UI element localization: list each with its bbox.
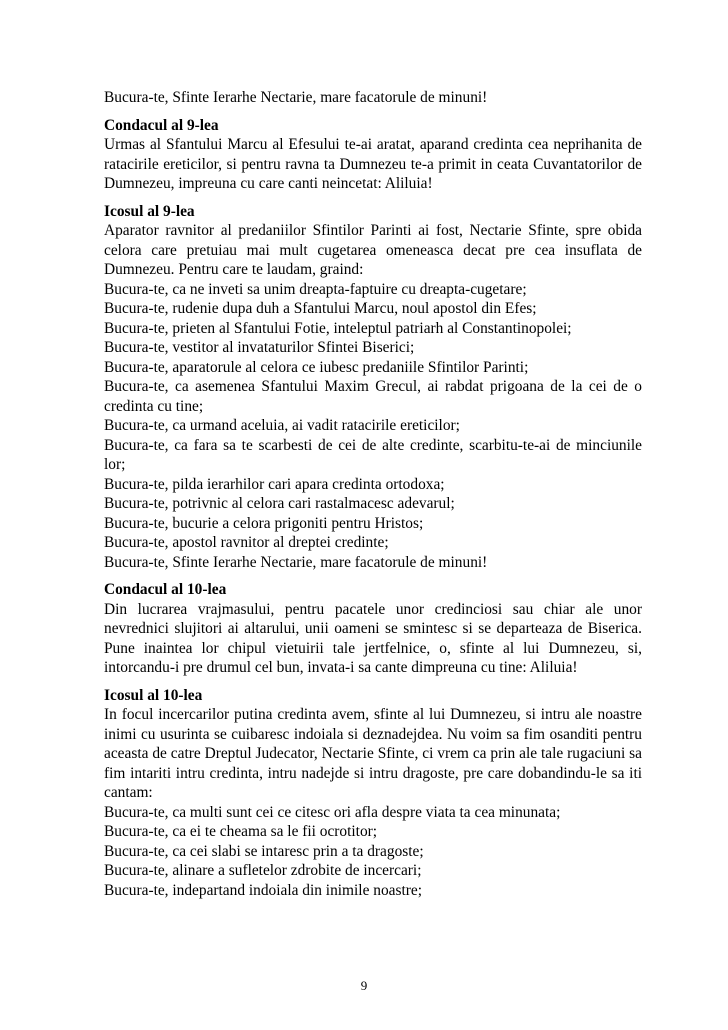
icos-9-section bbox=[104, 202, 642, 573]
icos-9-line: Bucura-te, prieten al Sfantului Fotie, inteleptul patriarh al Constantinopolei; bbox=[104, 319, 572, 337]
icos-9-line: Bucura-te, ca asemenea Sfantului Maxim Grecul, ai rabdat prigoana de la cei de o credinta cu tine; bbox=[104, 378, 642, 415]
icos-9-line: Bucura-te, ca fara sa te scarbesti de cei de alte credinte, scarbitu-te-ai de minciunile lor; bbox=[104, 436, 642, 473]
condac-9-title: Condacul al 9-lea bbox=[104, 116, 219, 134]
icos-10-line: Bucura-te, ca multi sunt cei ce citesc ori afla despre viata ta cea minunata; bbox=[104, 803, 561, 821]
condac-10-section bbox=[104, 580, 642, 678]
icos-9-line: Bucura-te, aparatorule al celora ce iubesc predaniile Sfintilor Parinti; bbox=[104, 358, 529, 376]
opening-line: Bucura-te, Sfinte Ierarhe Nectarie, mare facatorule de minuni! bbox=[104, 89, 488, 106]
document-page bbox=[104, 88, 642, 900]
icos-10-line: Bucura-te, alinare a sufletelor zdrobite de incercari; bbox=[104, 862, 422, 879]
icos-10-section bbox=[104, 686, 642, 901]
icos-10-line: Bucura-te, indepartand indoiala din inimile noastre; bbox=[104, 881, 422, 899]
condac-9-section bbox=[104, 116, 642, 194]
icos-10-line: Bucura-te, ca cei slabi se intaresc prin a ta dragoste; bbox=[104, 842, 424, 860]
icos-9-line: Bucura-te, ca urmand aceluia, ai vadit ratacirile ereticilor; bbox=[104, 417, 460, 434]
icos-9-line: Bucura-te, Sfinte Ierarhe Nectarie, mare facatorule de minuni! bbox=[104, 553, 488, 571]
icos-9-line: Bucura-te, pilda ierarhilor cari apara credinta ortodoxa; bbox=[104, 475, 445, 493]
icos-9-line: Bucura-te, ca ne inveti sa unim dreapta-faptuire cu dreapta-cugetare; bbox=[104, 280, 527, 298]
icos-9-line: Bucura-te, vestitor al invataturilor Sfintei Biserici; bbox=[104, 339, 415, 356]
icos-9-line: Bucura-te, potrivnic al celora cari rastalmacesc adevarul; bbox=[104, 495, 455, 512]
icos-9-line: Bucura-te, rudenie dupa duh a Sfantului Marcu, noul apostol din Efes; bbox=[104, 300, 537, 317]
condac-10-text: Din lucrarea vrajmasului, pentru pacatele unor credinciosi sau chiar ale unor nevrednici slujitori ai altarului, unii oameni se smintesc si se departeaza de Biserica. Pune inaintea lor chipul vietuirii tale jertfelnice, o, sfinte al lui Dumnezeu, si, intorcandu-i pre drumul cel bun, invata-i sa cante dimpreuna cu tine: Aliluia! bbox=[104, 600, 642, 676]
icos-10-intro: In focul incercarilor putina credinta avem, sfinte al lui Dumnezeu, si intru ale noastre inimi cu usurinta se cuibaresc indoiala si deznadejdea. Nu voim sa fim osanditi pentru aceasta de catre Dreptul Judecator, Nectarie Sfinte, ci vrem ca prin ale tale rugaciuni sa fim intariti intru credinta, intru nadejde si intru dragoste, pre care dobandindu-le sa iti cantam: bbox=[104, 706, 642, 801]
icos-9-line: Bucura-te, bucurie a celora prigoniti pentru Hristos; bbox=[104, 514, 424, 532]
icos-9-intro: Aparator ravnitor al predaniilor Sfintilor Parinti ai fost, Nectarie Sfinte, spre obida celora care pretuiau mai mult cugetarea omeneasca decat pre cea insuflata de Dumnezeu. Pentru care te laudam, graind: bbox=[104, 222, 642, 278]
page-number: 9 bbox=[360, 978, 368, 993]
icos-10-line: Bucura-te, ca ei te cheama sa le fii ocrotitor; bbox=[104, 823, 378, 840]
condac-10-title: Condacul al 10-lea bbox=[104, 581, 227, 598]
condac-9-text: Urmas al Sfantului Marcu al Efesului te-ai aratat, aparand credinta cea neprihanita de ratacirile ereticilor, si pentru ravna ta Dumnezeu te-a primit in ceata Cuvantatorilor de Dumnezeu, impreuna cu care canti neincetat: Aliluia! bbox=[104, 136, 642, 192]
icos-10-title: Icosul al 10-lea bbox=[104, 686, 203, 704]
icos-9-line: Bucura-te, apostol ravnitor al dreptei credinte; bbox=[104, 534, 389, 551]
icos-9-title: Icosul al 9-lea bbox=[104, 202, 195, 220]
